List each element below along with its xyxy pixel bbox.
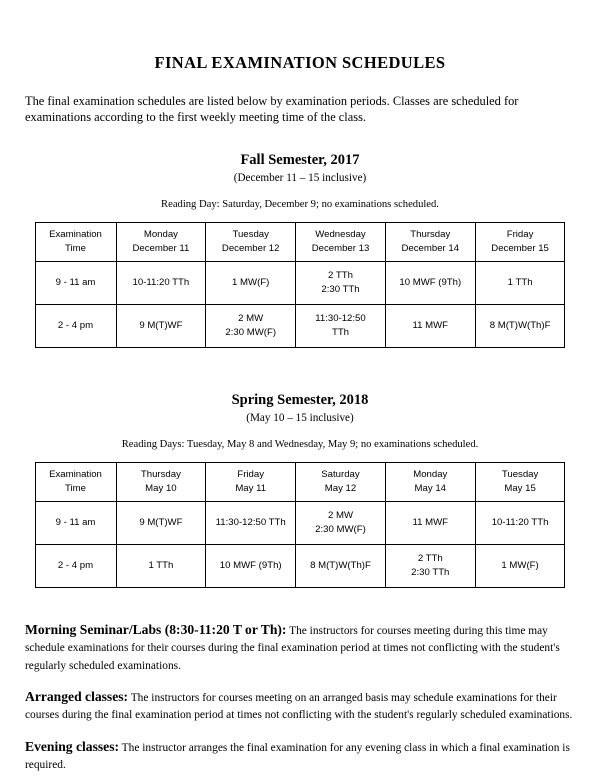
exam-slot-cell [116, 261, 206, 304]
exam-slot-cell [116, 304, 206, 347]
slot-line-1: 2 TTh [417, 553, 443, 565]
exam-slot-cell [296, 501, 386, 544]
exam-slot-cell [116, 544, 206, 587]
slot-line-1: 9 M(T)WF [139, 516, 183, 528]
header-line-2: May 12 [324, 482, 357, 494]
fall-semester-title: Fall Semester, 2017 [240, 151, 360, 168]
header-line-2: December 15 [491, 242, 549, 254]
exam-slot-cell [296, 304, 386, 347]
slot-line-1: 1 TTh [507, 276, 533, 288]
spring-reading-day: Reading Days: Tuesday, May 8 and Wednesday, May 9; no examinations scheduled. [121, 438, 479, 450]
column-header-0 [35, 222, 116, 261]
fall-semester-section [25, 126, 575, 348]
table-header-row [35, 222, 565, 261]
column-header-5 [475, 462, 565, 501]
slot-line-1: 10-11:20 TTh [132, 276, 190, 288]
slot-line-2: TTh [331, 326, 350, 338]
exam-slot-cell [206, 544, 296, 587]
header-line-1: Friday [237, 469, 265, 481]
column-header-4 [385, 462, 475, 501]
header-line-2: December 13 [311, 242, 370, 254]
slot-line-1: 11 MWF [412, 516, 449, 528]
spring-exam-table [35, 462, 566, 588]
slot-line-1: 11:30-12:50 [315, 313, 366, 325]
column-header-1 [116, 462, 206, 501]
slot-line-1: 11 MWF [412, 319, 449, 331]
exam-slot-cell [206, 304, 296, 347]
header-line-2: May 10 [145, 482, 177, 494]
slot-line-1: 9 M(T)WF [139, 319, 183, 331]
slot-line-2: 2:30 MW(F) [315, 523, 366, 535]
exam-time-cell: 9 - 11 am [35, 501, 116, 544]
exam-slot-cell [385, 544, 475, 587]
note-lead-in: Morning Seminar/Labs (8:30-11:20 T or Th): [25, 621, 287, 637]
header-line-1: Monday [143, 229, 178, 241]
exam-slot-cell [475, 304, 565, 347]
fall-semester-dates: (December 11 – 15 inclusive) [233, 171, 367, 184]
column-header-3 [296, 462, 386, 501]
slot-line-1: 11:30-12:50 TTh [215, 516, 286, 528]
slot-line-1: 1 MW(F) [232, 276, 270, 288]
note-body-text: The instructors for courses meeting during this time may schedule examinations for their courses during the final examination period at times not conflicting with the student's regularly scheduled examinations. [25, 624, 560, 672]
exam-slot-cell [296, 544, 386, 587]
slot-line-1: 2 MW [327, 510, 354, 522]
header-line-2: May 15 [504, 482, 536, 494]
exam-slot-cell [385, 261, 475, 304]
header-line-1: Saturday [321, 469, 360, 481]
spring-semester-dates: (May 10 – 15 inclusive) [246, 411, 354, 424]
slot-line-1: 2 MW [238, 313, 264, 325]
header-line-2: May 11 [235, 482, 267, 494]
slot-line-1: 10-11:20 TTh [491, 516, 549, 528]
exam-slot-cell [385, 304, 475, 347]
header-line-2: Time [65, 482, 86, 494]
column-header-3 [296, 222, 386, 261]
column-header-0 [35, 462, 116, 501]
slot-line-2: 2:30 MW(F) [225, 326, 277, 338]
note-body-text: The instructor arranges the final examination for any evening class in which a final examination is required. [25, 741, 570, 772]
exam-slot-cell [385, 501, 475, 544]
exam-slot-cell [475, 544, 565, 587]
exam-time-cell: 2 - 4 pm [35, 304, 116, 347]
header-line-1: Monday [413, 469, 448, 481]
header-line-1: Tuesday [501, 469, 539, 481]
exam-slot-cell [116, 501, 206, 544]
exam-time-cell: 9 - 11 am [35, 261, 116, 304]
slot-line-1: 8 M(T)W(Th)F [310, 559, 371, 571]
note-paragraph-2 [25, 724, 575, 774]
note-lead-in: Evening classes: [25, 738, 120, 754]
header-line-1: Examination [49, 469, 102, 481]
exam-slot-cell [475, 261, 565, 304]
exam-slot-cell [475, 501, 565, 544]
slot-line-1: 10 MWF (9Th) [399, 276, 462, 288]
slot-line-2: 2:30 TTh [321, 283, 360, 295]
table-row [35, 261, 565, 304]
column-header-1 [116, 222, 206, 261]
slot-line-1: 1 MW(F) [501, 559, 539, 571]
column-header-2 [206, 462, 296, 501]
spring-semester-title: Spring Semester, 2018 [231, 391, 369, 408]
column-header-5 [475, 222, 565, 261]
slot-line-1: 10 MWF (9Th) [219, 559, 282, 571]
slot-line-2: 2:30 TTh [411, 566, 450, 578]
header-line-2: Time [65, 242, 86, 254]
table-header-row [35, 462, 565, 501]
note-lead-in: Arranged classes: [25, 688, 129, 704]
exam-time-cell: 2 - 4 pm [35, 544, 116, 587]
note-paragraph-1 [25, 674, 575, 724]
note-body-text: The instructors for courses meeting on an arranged basis may schedule examinations for their courses during the final examination period at times not conflicting with the student's regularly scheduled examinations. [25, 691, 573, 722]
header-line-1: Examination [49, 229, 102, 241]
column-header-2 [206, 222, 296, 261]
table-row [35, 544, 565, 587]
slot-line-1: 8 M(T)W(Th)F [489, 319, 551, 331]
page-title: FINAL EXAMINATION SCHEDULES [154, 53, 446, 72]
slot-line-1: 1 TTh [148, 559, 174, 571]
slot-line-1: 2 TTh [328, 270, 353, 282]
table-row [35, 501, 565, 544]
exam-slot-cell [296, 261, 386, 304]
fall-reading-day: Reading Day: Saturday, December 9; no examinations scheduled. [161, 198, 439, 210]
table-row [35, 304, 565, 347]
exam-slot-cell [206, 501, 296, 544]
header-line-2: May 14 [414, 482, 447, 494]
header-line-1: Wednesday [315, 229, 366, 241]
column-header-4 [385, 222, 475, 261]
header-line-1: Tuesday [232, 229, 269, 241]
header-line-1: Thursday [410, 229, 451, 241]
fall-exam-table [35, 222, 566, 348]
exam-slot-cell [206, 261, 296, 304]
header-line-2: December 11 [132, 242, 190, 254]
header-line-1: Friday [506, 229, 534, 241]
intro-paragraph: The final examination schedules are listed below by examination periods. Classes are scheduled for examinations according to the first weekly meeting time of the class. [25, 94, 519, 125]
spring-semester-section [25, 348, 575, 588]
header-line-2: December 14 [401, 242, 460, 254]
note-paragraph-0 [25, 621, 575, 674]
header-line-1: Thursday [140, 469, 181, 481]
header-line-2: December 12 [221, 242, 280, 254]
notes-section [25, 588, 575, 774]
